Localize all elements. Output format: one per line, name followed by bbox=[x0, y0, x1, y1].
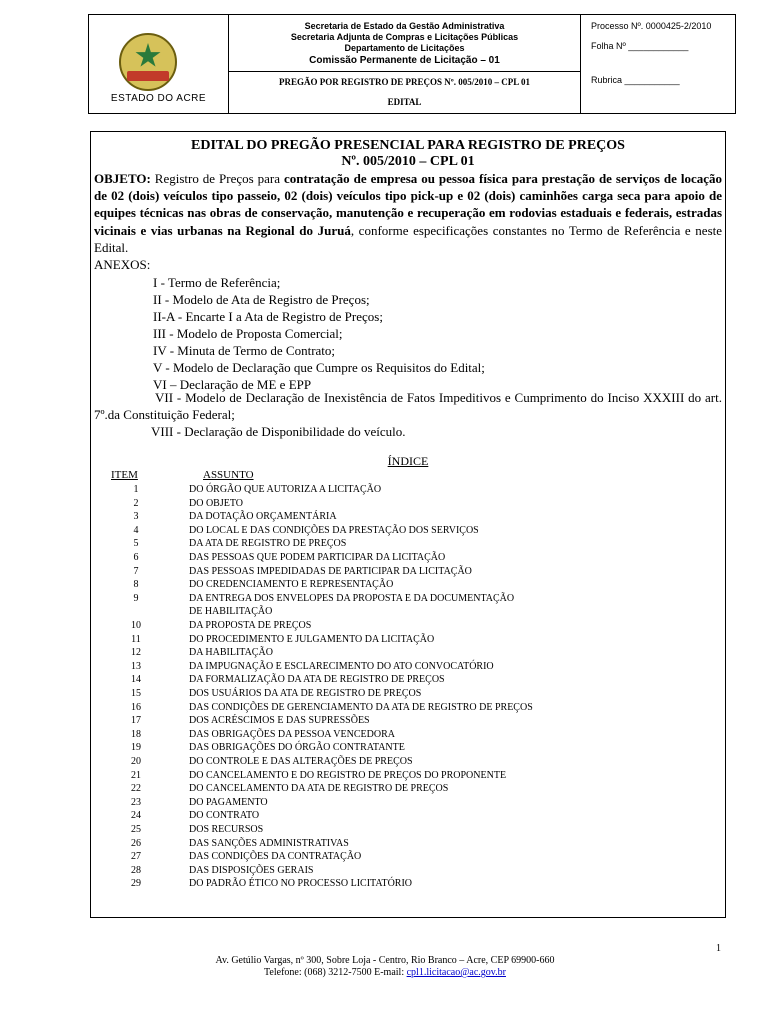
indice-item-number: 18 bbox=[131, 728, 141, 740]
objeto-label: OBJETO: bbox=[94, 171, 151, 186]
header-pregao: PREGÃO POR REGISTRO DE PREÇOS Nº. 005/2010 – CPL 01 bbox=[279, 77, 530, 87]
indice-item-number: 25 bbox=[131, 824, 141, 835]
indice-item-subject: DOS USUÁRIOS DA ATA DE REGISTRO DE PREÇOS bbox=[189, 688, 422, 699]
indice-item-number: 19 bbox=[131, 742, 141, 754]
anexo-item: IV - Minuta de Termo de Contrato; bbox=[153, 343, 336, 358]
footer-phone: Telefone: (068) 3212-7500 E-mail: bbox=[264, 967, 407, 978]
indice-item-subject: DO CONTRATO bbox=[189, 810, 260, 822]
indice-item-subject: DE HABILITAÇÃO bbox=[189, 606, 273, 618]
objeto-text-lead: Registro de Preços para bbox=[150, 171, 284, 186]
indice-item-subject: DO CONTROLE E DAS ALTERAÇÕES DE PREÇOS bbox=[189, 756, 413, 767]
indice-item-subject: DO LOCAL E DAS CONDIÇÕES DA PRESTAÇÃO DOS SERVIÇOS bbox=[189, 524, 479, 536]
objeto-paragraph bbox=[94, 170, 722, 256]
anexo-item: III - Modelo de Proposta Comercial; bbox=[153, 326, 343, 341]
indice-item-subject: DO CANCELAMENTO E DO REGISTRO DE PREÇOS DO PROPONENTE bbox=[189, 769, 507, 781]
indice-item-subject: DA FORMALIZAÇÃO DA ATA DE REGISTRO DE PREÇOS bbox=[189, 674, 445, 686]
indice-item-number: 13 bbox=[131, 660, 141, 672]
objeto-text-tail: , conforme especificações constantes no Termo de Referência e neste Edital. bbox=[94, 222, 723, 255]
indice-item-subject: DO PAGAMENTO bbox=[189, 796, 268, 808]
anexo-item: II-A - Encarte I a Ata de Registro de Preços; bbox=[153, 309, 383, 324]
indice-item-subject: DAS OBRIGAÇÕES DA PESSOA VENCEDORA bbox=[189, 728, 395, 740]
indice-item-number: 1 bbox=[133, 484, 139, 495]
indice-item-subject: DO ÓRGÃO QUE AUTORIZA A LICITAÇÃO bbox=[189, 484, 382, 495]
indice-item-number: 17 bbox=[131, 715, 141, 727]
indice-item-subject: DA IMPUGNAÇÃO E ESCLARECIMENTO DO ATO CONVOCATÓRIO bbox=[189, 660, 494, 672]
processo-number: Processo Nº. 0000425-2/2010 bbox=[591, 21, 712, 31]
logo-cell bbox=[89, 15, 229, 113]
header-edital: EDITAL bbox=[387, 97, 422, 107]
indice-item-subject: DO OBJETO bbox=[189, 497, 243, 509]
indice-item-subject: DA ENTREGA DOS ENVELOPES DA PROPOSTA E DA DOCUMENTAÇÃO bbox=[189, 592, 515, 604]
indice-item-number: 26 bbox=[131, 837, 141, 849]
indice-item-number: 20 bbox=[131, 756, 141, 767]
footer-address: Av. Getúlio Vargas, nº 300, Sobre Loja - Centro, Rio Branco – Acre, CEP 69900-660 bbox=[215, 955, 555, 966]
indice-item-subject: DAS OBRIGAÇÕES DO ÓRGÃO CONTRATANTE bbox=[189, 742, 405, 754]
indice-item-number: 23 bbox=[131, 796, 141, 808]
indice-item-number: 15 bbox=[131, 688, 141, 699]
indice-item-subject: DA PROPOSTA DE PREÇOS bbox=[189, 620, 312, 631]
indice-item-number: 10 bbox=[131, 620, 141, 631]
indice-item-number: 6 bbox=[133, 552, 139, 563]
indice-item-number: 7 bbox=[133, 565, 139, 577]
state-seal-icon bbox=[119, 33, 177, 91]
indice-item-number: 27 bbox=[131, 851, 141, 863]
document-header bbox=[88, 14, 736, 114]
indice-item-subject: DO CREDENCIAMENTO E REPRESENTAÇÃO bbox=[189, 579, 394, 591]
seal-banner-icon bbox=[127, 71, 169, 81]
footer-email-link[interactable]: cpl1.licitacao@ac.gov.br bbox=[406, 967, 506, 978]
indice-item-subject: DAS PESSOAS QUE PODEM PARTICIPAR DA LICITAÇÃO bbox=[189, 552, 446, 563]
indice-item-number: 4 bbox=[133, 524, 139, 536]
folha-field: Folha Nº ____________ bbox=[591, 41, 689, 51]
anexo-item-vii: VII - Modelo de Declaração de Inexistência de Fatos Impeditivos e Cumprimento do Inciso XXXIII do art. 7º.da Constituição Federal; bbox=[94, 390, 722, 422]
edital-main-box bbox=[90, 131, 726, 918]
indice-item-subject: DO PADRÃO ÉTICO NO PROCESSO LICITATÓRIO bbox=[189, 878, 413, 890]
indice-item-subject: DO PROCEDIMENTO E JULGAMENTO DA LICITAÇÃO bbox=[189, 633, 435, 645]
rubrica-field: Rubrica ___________ bbox=[591, 75, 680, 85]
header-comissao: Comissão Permanente de Licitação – 01 bbox=[309, 55, 500, 66]
indice-item-subject: DAS CONDIÇÕES DA CONTRATAÇÃO bbox=[189, 851, 362, 863]
header-divider bbox=[229, 71, 580, 72]
indice-item-subject: DA HABILITAÇÃO bbox=[189, 647, 273, 659]
footer-contact bbox=[0, 967, 770, 978]
indice-item-number: 8 bbox=[133, 579, 139, 591]
indice-item-number: 9 bbox=[133, 592, 139, 604]
anexos-heading: ANEXOS: bbox=[94, 257, 151, 272]
indice-item-number: 21 bbox=[131, 769, 141, 781]
anexo-item-viii: VIII - Declaração de Disponibilidade do veículo. bbox=[151, 424, 406, 439]
header-secretaria: Secretaria de Estado da Gestão Administrativa bbox=[304, 21, 505, 31]
indice-col-assunto: ASSUNTO bbox=[203, 469, 254, 481]
indice-item-number: 29 bbox=[131, 878, 141, 890]
indice-item-number: 28 bbox=[131, 864, 141, 876]
indice-item-number: 3 bbox=[133, 511, 139, 523]
edital-number: Nº. 005/2010 – CPL 01 bbox=[341, 154, 475, 169]
header-departamento: Departamento de Licitações bbox=[344, 43, 465, 53]
anexo-item: I - Termo de Referência; bbox=[153, 275, 281, 290]
header-center-cell bbox=[229, 15, 581, 113]
indice-item-number: 16 bbox=[131, 701, 141, 713]
logo-caption: ESTADO DO ACRE bbox=[110, 93, 207, 104]
indice-item-subject: DA DOTAÇÃO ORÇAMENTÁRIA bbox=[189, 511, 337, 523]
header-secretaria-adjunta: Secretaria Adjunta de Compras e Licitações Públicas bbox=[290, 32, 519, 42]
page-number: 1 bbox=[716, 943, 721, 954]
indice-item-number: 22 bbox=[131, 783, 141, 795]
indice-item-number: 11 bbox=[131, 633, 141, 645]
indice-col-item: ITEM bbox=[111, 469, 138, 481]
indice-item-number: 2 bbox=[133, 497, 139, 509]
indice-item-subject: DOS ACRÉSCIMOS E DAS SUPRESSÕES bbox=[189, 715, 370, 727]
indice-item-number: 24 bbox=[131, 810, 141, 822]
indice-item-number: 5 bbox=[133, 538, 139, 550]
header-right-cell bbox=[581, 15, 735, 113]
indice-item-subject: DAS SANÇÕES ADMINISTRATIVAS bbox=[189, 837, 349, 849]
anexo-item: V - Modelo de Declaração que Cumpre os Requisitos do Edital; bbox=[153, 360, 485, 375]
seal-star-icon bbox=[135, 43, 161, 69]
indice-item-subject: DOS RECURSOS bbox=[189, 824, 264, 835]
indice-item-subject: DAS PESSOAS IMPEDIDADAS DE PARTICIPAR DA LICITAÇÃO bbox=[189, 565, 472, 577]
anexo-item: VI – Declaração de ME e EPP bbox=[153, 377, 312, 392]
indice-heading: ÍNDICE bbox=[387, 454, 429, 468]
indice-item-subject: DA ATA DE REGISTRO DE PREÇOS bbox=[189, 538, 347, 550]
edital-title: EDITAL DO PREGÃO PRESENCIAL PARA REGISTRO DE PREÇOS bbox=[191, 138, 625, 153]
indice-item-number: 12 bbox=[131, 647, 141, 659]
indice-item-subject: DAS DISPOSIÇÕES GERAIS bbox=[189, 864, 314, 876]
indice-item-subject: DAS CONDIÇÕES DE GERENCIAMENTO DA ATA DE REGISTRO DE PREÇOS bbox=[189, 701, 533, 713]
indice-item-number: 14 bbox=[131, 674, 141, 686]
anexo-item: II - Modelo de Ata de Registro de Preços; bbox=[153, 292, 370, 307]
objeto-text-bold: contratação de empresa ou pessoa física para prestação de serviços de locação de 02 (dois) veículos tipo passeio, 02 (dois) veículos tipo pick-up e 02 (dois) caminhões carga seca para apoio de equipes técnicas nas obras de conservação, manutenção e recuperação em rodovias estaduais e federais, estradas vicinais e vias urbanas na Regional do Juruá bbox=[94, 171, 722, 238]
indice-item-subject: DO CANCELAMENTO DA ATA DE REGISTRO DE PREÇOS bbox=[189, 783, 449, 795]
